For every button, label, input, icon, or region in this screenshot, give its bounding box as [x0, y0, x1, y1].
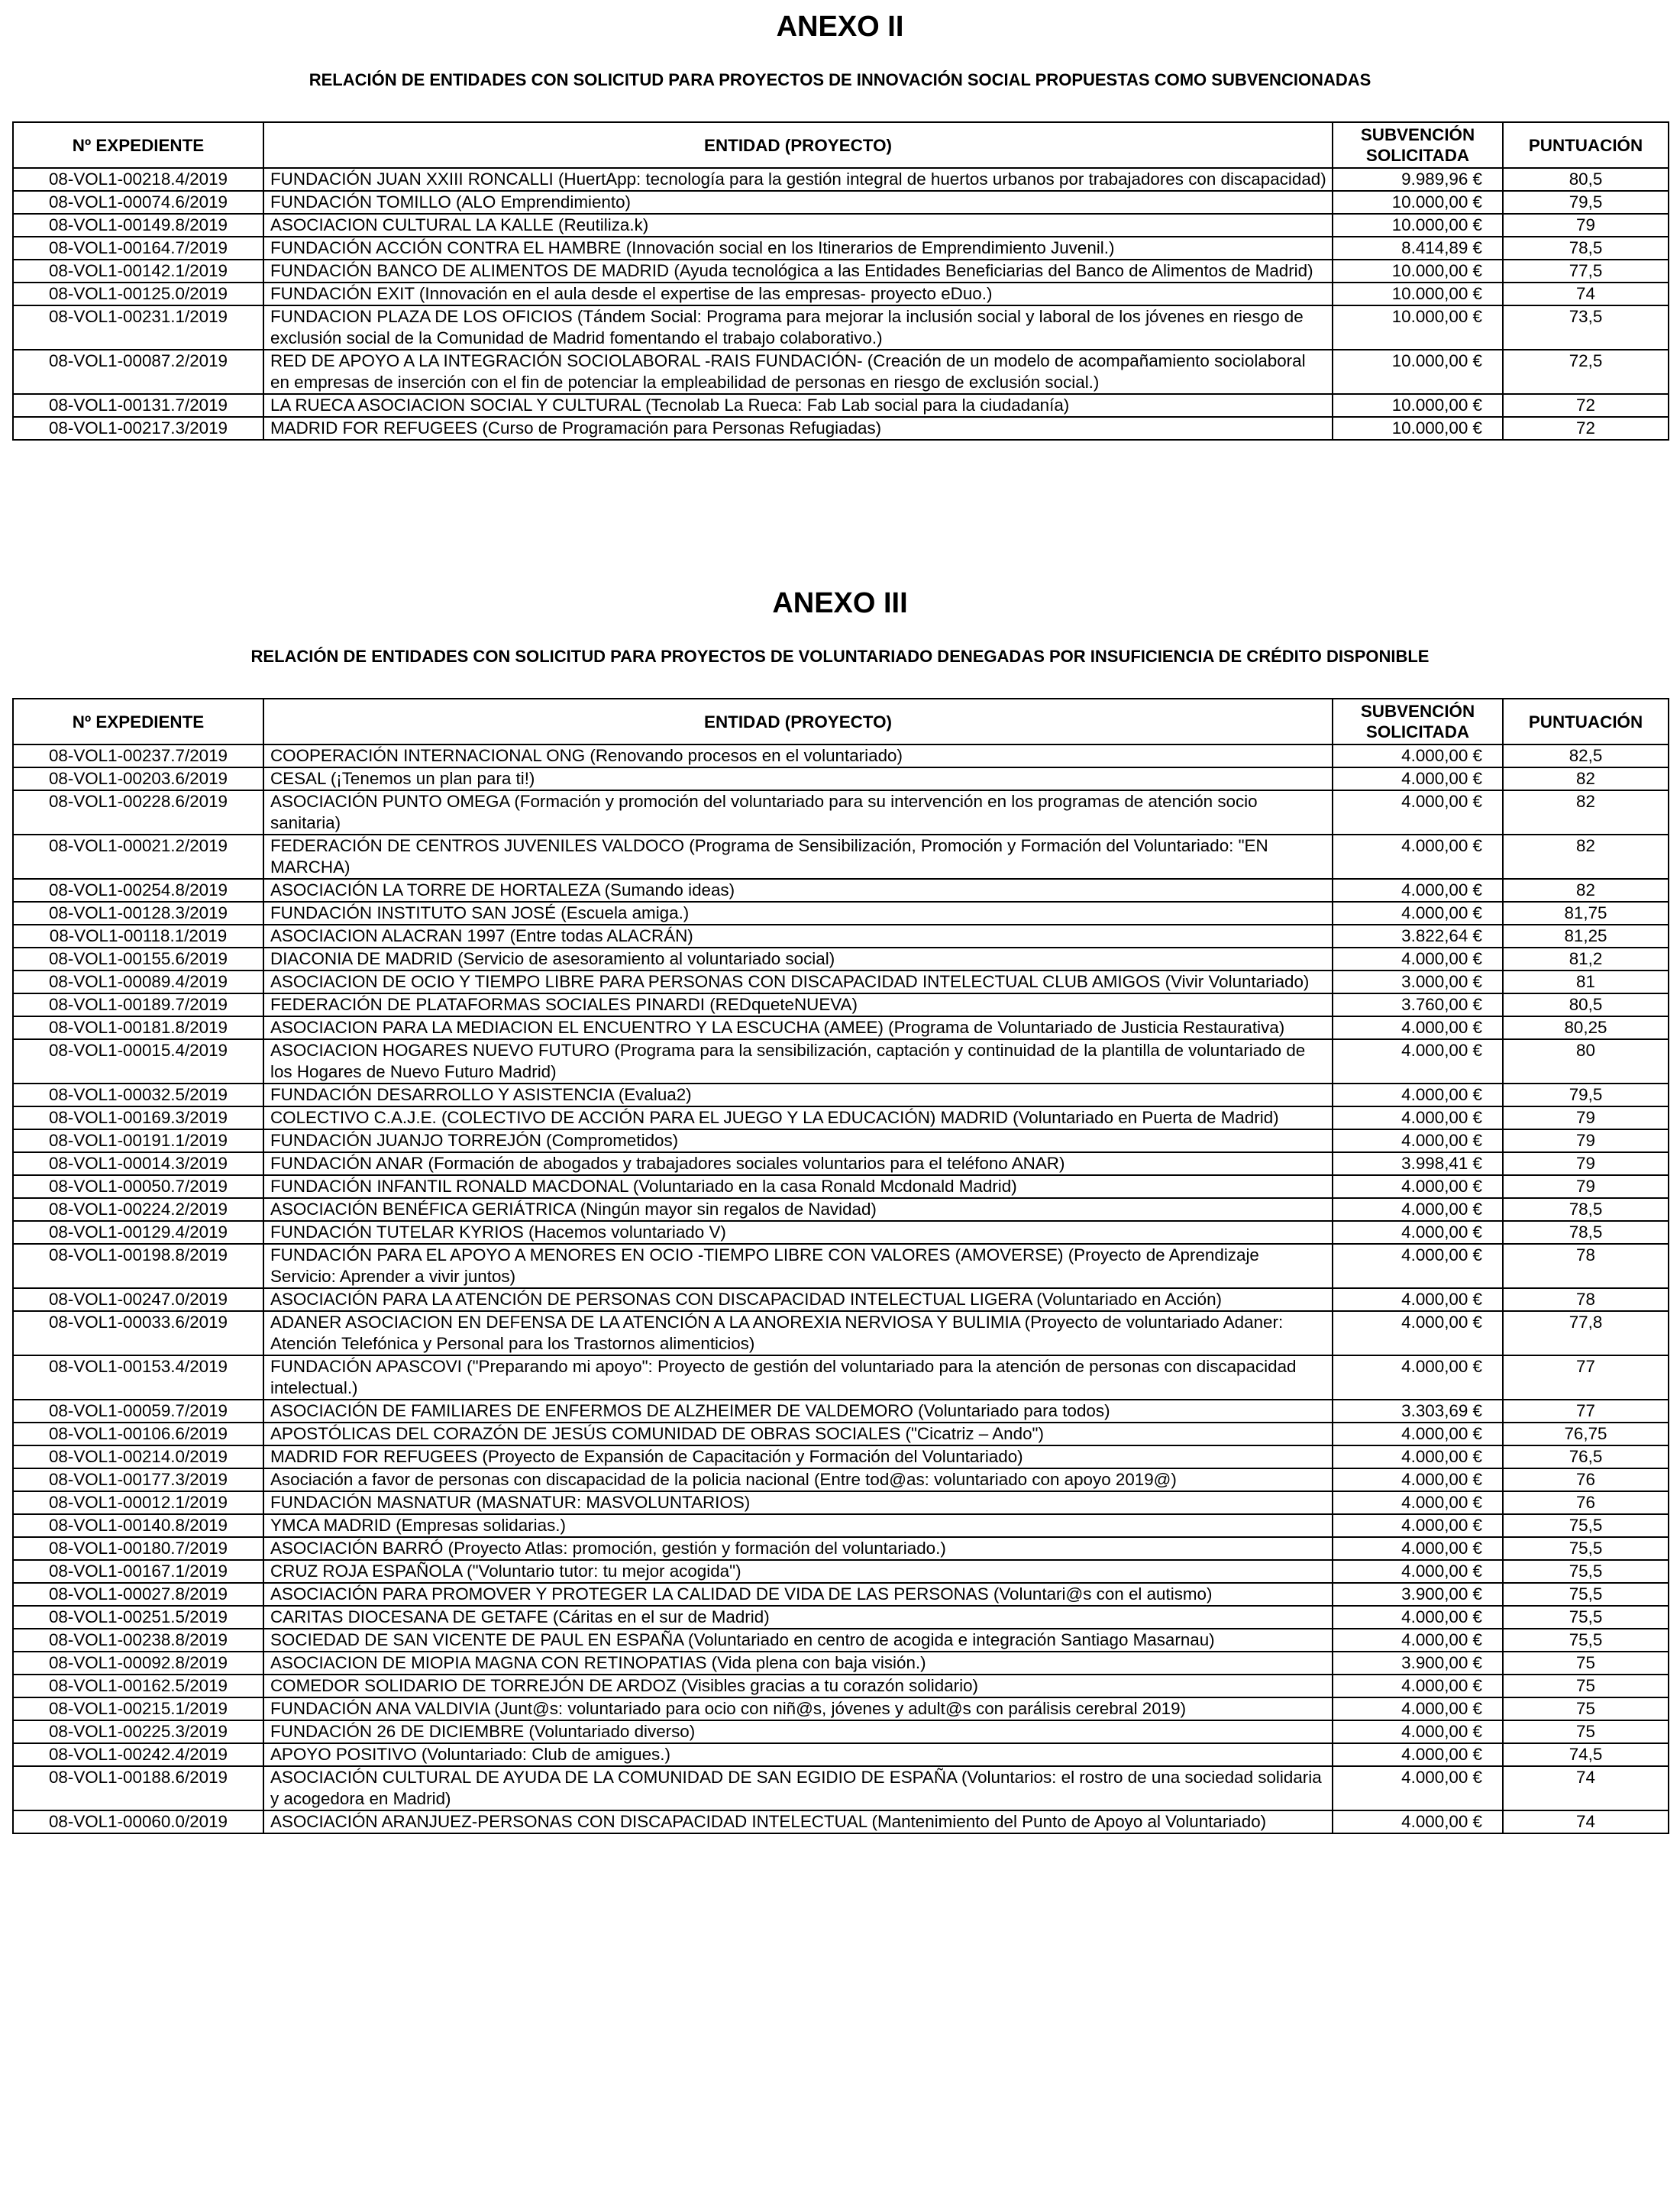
cell-subvencion: 4.000,00 € — [1333, 1810, 1503, 1833]
cell-expediente: 08-VOL1-00188.6/2019 — [13, 1766, 263, 1810]
cell-puntuacion: 80,25 — [1503, 1016, 1669, 1039]
cell-subvencion: 9.989,96 € — [1333, 168, 1503, 191]
cell-entidad: ASOCIACION HOGARES NUEVO FUTURO (Programa para la sensibilización, captación y continuidad de la plantilla de voluntariado de los Hogares de Nuevo Futuro Madrid) — [263, 1039, 1333, 1084]
cell-puntuacion: 80,5 — [1503, 993, 1669, 1016]
cell-subvencion: 10.000,00 € — [1333, 260, 1503, 283]
cell-expediente: 08-VOL1-00128.3/2019 — [13, 902, 263, 925]
cell-entidad: APOYO POSITIVO (Voluntariado: Club de amigues.) — [263, 1743, 1333, 1766]
table-row — [13, 993, 1669, 1016]
cell-subvencion: 3.760,00 € — [1333, 993, 1503, 1016]
cell-entidad: FUNDACION PLAZA DE LOS OFICIOS (Tándem Social: Programa para mejorar la inclusión social y laboral de los jóvenes en riesgo de exclusión social de la Comunidad de Madrid fomentando el trabajo colaborativo.) — [263, 305, 1333, 350]
cell-subvencion: 4.000,00 € — [1333, 1720, 1503, 1743]
cell-entidad: ASOCIACION ALACRAN 1997 (Entre todas ALACRÁN) — [263, 925, 1333, 948]
cell-puntuacion: 76,5 — [1503, 1445, 1669, 1468]
cell-puntuacion: 79,5 — [1503, 1084, 1669, 1106]
cell-entidad: ASOCIACION DE OCIO Y TIEMPO LIBRE PARA PERSONAS CON DISCAPACIDAD INTELECTUAL CLUB AMIGOS (Vivir Voluntariado) — [263, 971, 1333, 993]
cell-entidad: ASOCIACIÓN PARA LA ATENCIÓN DE PERSONAS CON DISCAPACIDAD INTELECTUAL LIGERA (Voluntariado en Acción) — [263, 1288, 1333, 1311]
cell-expediente: 08-VOL1-00162.5/2019 — [13, 1675, 263, 1697]
cell-subvencion: 4.000,00 € — [1333, 1244, 1503, 1288]
cell-subvencion: 10.000,00 € — [1333, 350, 1503, 394]
cell-subvencion: 4.000,00 € — [1333, 1288, 1503, 1311]
annex-iii-table-body — [13, 744, 1669, 1833]
cell-puntuacion: 74,5 — [1503, 1743, 1669, 1766]
cell-subvencion: 4.000,00 € — [1333, 1766, 1503, 1810]
table-row — [13, 1560, 1669, 1583]
cell-entidad: ASOCIACION DE MIOPIA MAGNA CON RETINOPATIAS (Vida plena con baja visión.) — [263, 1652, 1333, 1675]
cell-puntuacion: 75 — [1503, 1697, 1669, 1720]
cell-expediente: 08-VOL1-00225.3/2019 — [13, 1720, 263, 1743]
cell-entidad: FUNDACIÓN PARA EL APOYO A MENORES EN OCIO -TIEMPO LIBRE CON VALORES (AMOVERSE) (Proyecto de Aprendizaje Servicio: Aprender a vivir juntos) — [263, 1244, 1333, 1288]
cell-subvencion: 10.000,00 € — [1333, 283, 1503, 305]
cell-subvencion: 4.000,00 € — [1333, 835, 1503, 879]
cell-entidad: COOPERACIÓN INTERNACIONAL ONG (Renovando procesos en el voluntariado) — [263, 744, 1333, 767]
cell-expediente: 08-VOL1-00092.8/2019 — [13, 1652, 263, 1675]
cell-puntuacion: 78 — [1503, 1288, 1669, 1311]
header-puntuacion: PUNTUACIÓN — [1503, 699, 1669, 744]
table-header-row — [13, 122, 1669, 168]
cell-entidad: FUNDACIÓN BANCO DE ALIMENTOS DE MADRID (Ayuda tecnológica a las Entidades Beneficiarias del Banco de Alimentos de Madrid) — [263, 260, 1333, 283]
cell-subvencion: 4.000,00 € — [1333, 879, 1503, 902]
table-row — [13, 1175, 1669, 1198]
cell-puntuacion: 75 — [1503, 1675, 1669, 1697]
table-row — [13, 1039, 1669, 1084]
cell-puntuacion: 79 — [1503, 1152, 1669, 1175]
cell-expediente: 08-VOL1-00014.3/2019 — [13, 1152, 263, 1175]
cell-puntuacion: 75 — [1503, 1720, 1669, 1743]
cell-subvencion: 4.000,00 € — [1333, 1355, 1503, 1400]
cell-entidad: FUNDACIÓN DESARROLLO Y ASISTENCIA (Evalua2) — [263, 1084, 1333, 1106]
cell-expediente: 08-VOL1-00089.4/2019 — [13, 971, 263, 993]
cell-expediente: 08-VOL1-00027.8/2019 — [13, 1583, 263, 1606]
table-row — [13, 214, 1669, 237]
cell-entidad: FUNDACIÓN INSTITUTO SAN JOSÉ (Escuela amiga.) — [263, 902, 1333, 925]
table-row — [13, 971, 1669, 993]
cell-puntuacion: 75 — [1503, 1652, 1669, 1675]
cell-puntuacion: 77,8 — [1503, 1311, 1669, 1355]
cell-subvencion: 4.000,00 € — [1333, 1039, 1503, 1084]
cell-subvencion: 4.000,00 € — [1333, 1129, 1503, 1152]
table-row — [13, 1468, 1669, 1491]
cell-entidad: CESAL (¡Tenemos un plan para ti!) — [263, 767, 1333, 790]
cell-subvencion: 4.000,00 € — [1333, 1468, 1503, 1491]
annex-ii-title: ANEXO II — [776, 11, 904, 43]
cell-expediente: 08-VOL1-00118.1/2019 — [13, 925, 263, 948]
table-row — [13, 1423, 1669, 1445]
cell-entidad: ADANER ASOCIACION EN DEFENSA DE LA ATENCIÓN A LA ANOREXIA NERVIOSA Y BULIMIA (Proyecto de voluntariado Adaner: Atención Telefónica y Personal para los Trastornos alimenticios) — [263, 1311, 1333, 1355]
table-row — [13, 1311, 1669, 1355]
cell-entidad: ASOCIACIÓN CULTURAL DE AYUDA DE LA COMUNIDAD DE SAN EGIDIO DE ESPAÑA (Voluntarios: el rostro de una sociedad solidaria y acogedora en Madrid) — [263, 1766, 1333, 1810]
cell-expediente: 08-VOL1-00167.1/2019 — [13, 1560, 263, 1583]
annex-ii-table — [12, 121, 1669, 441]
table-row — [13, 925, 1669, 948]
cell-subvencion: 4.000,00 € — [1333, 1084, 1503, 1106]
cell-expediente: 08-VOL1-00155.6/2019 — [13, 948, 263, 971]
table-row — [13, 1629, 1669, 1652]
table-row — [13, 1221, 1669, 1244]
cell-entidad: FUNDACIÓN 26 DE DICIEMBRE (Voluntariado diverso) — [263, 1720, 1333, 1743]
cell-puntuacion: 75,5 — [1503, 1514, 1669, 1537]
table-row — [13, 1244, 1669, 1288]
table-row — [13, 1606, 1669, 1629]
table-row — [13, 1152, 1669, 1175]
cell-expediente: 08-VOL1-00218.4/2019 — [13, 168, 263, 191]
header-entidad: ENTIDAD (PROYECTO) — [263, 122, 1333, 168]
cell-subvencion: 3.303,69 € — [1333, 1400, 1503, 1423]
cell-puntuacion: 78 — [1503, 1244, 1669, 1288]
header-puntuacion: PUNTUACIÓN — [1503, 122, 1669, 168]
cell-entidad: YMCA MADRID (Empresas solidarias.) — [263, 1514, 1333, 1537]
cell-entidad: ASOCIACIÓN LA TORRE DE HORTALEZA (Sumando ideas) — [263, 879, 1333, 902]
table-row — [13, 394, 1669, 417]
table-row — [13, 1129, 1669, 1152]
cell-subvencion: 4.000,00 € — [1333, 1423, 1503, 1445]
cell-entidad: FUNDACIÓN TUTELAR KYRIOS (Hacemos voluntariado V) — [263, 1221, 1333, 1244]
cell-expediente: 08-VOL1-00228.6/2019 — [13, 790, 263, 835]
table-row — [13, 260, 1669, 283]
cell-subvencion: 4.000,00 € — [1333, 1311, 1503, 1355]
table-row — [13, 283, 1669, 305]
cell-expediente: 08-VOL1-00237.7/2019 — [13, 744, 263, 767]
cell-entidad: ASOCIACIÓN BENÉFICA GERIÁTRICA (Ningún mayor sin regalos de Navidad) — [263, 1198, 1333, 1221]
table-row — [13, 1514, 1669, 1537]
cell-subvencion: 4.000,00 € — [1333, 790, 1503, 835]
cell-entidad: ASOCIACIÓN PARA PROMOVER Y PROTEGER LA CALIDAD DE VIDA DE LAS PERSONAS (Voluntari@s con el autismo) — [263, 1583, 1333, 1606]
cell-puntuacion: 76 — [1503, 1491, 1669, 1514]
annex-iii-table — [12, 698, 1669, 1834]
cell-entidad: MADRID FOR REFUGEES (Proyecto de Expansión de Capacitación y Formación del Voluntariado) — [263, 1445, 1333, 1468]
cell-expediente: 08-VOL1-00087.2/2019 — [13, 350, 263, 394]
cell-puntuacion: 82 — [1503, 767, 1669, 790]
cell-subvencion: 4.000,00 € — [1333, 1491, 1503, 1514]
table-row — [13, 1537, 1669, 1560]
cell-puntuacion: 77 — [1503, 1355, 1669, 1400]
table-row — [13, 237, 1669, 260]
cell-puntuacion: 74 — [1503, 283, 1669, 305]
cell-subvencion: 4.000,00 € — [1333, 1697, 1503, 1720]
header-entidad: ENTIDAD (PROYECTO) — [263, 699, 1333, 744]
cell-expediente: 08-VOL1-00217.3/2019 — [13, 417, 263, 440]
cell-puntuacion: 79 — [1503, 1175, 1669, 1198]
cell-expediente: 08-VOL1-00181.8/2019 — [13, 1016, 263, 1039]
cell-entidad: CRUZ ROJA ESPAÑOLA ("Voluntario tutor: tu mejor acogida") — [263, 1560, 1333, 1583]
header-subvencion: SUBVENCIÓN SOLICITADA — [1333, 122, 1503, 168]
cell-entidad: ASOCIACION CULTURAL LA KALLE (Reutiliza.k) — [263, 214, 1333, 237]
cell-entidad: ASOCIACIÓN ARANJUEZ-PERSONAS CON DISCAPACIDAD INTELECTUAL (Mantenimiento del Punto de Apoyo al Voluntariado) — [263, 1810, 1333, 1833]
cell-entidad: LA RUECA ASOCIACION SOCIAL Y CULTURAL (Tecnolab La Rueca: Fab Lab social para la ciudadanía) — [263, 394, 1333, 417]
header-expediente: Nº EXPEDIENTE — [13, 699, 263, 744]
cell-entidad: FUNDACIÓN ANAR (Formación de abogados y trabajadores sociales voluntarios para el teléfono ANAR) — [263, 1152, 1333, 1175]
cell-expediente: 08-VOL1-00140.8/2019 — [13, 1514, 263, 1537]
cell-subvencion: 8.414,89 € — [1333, 237, 1503, 260]
cell-subvencion: 10.000,00 € — [1333, 214, 1503, 237]
cell-entidad: FUNDACIÓN EXIT (Innovación en el aula desde el expertise de las empresas- proyecto eDuo.) — [263, 283, 1333, 305]
cell-puntuacion: 77 — [1503, 1400, 1669, 1423]
cell-subvencion: 4.000,00 € — [1333, 1629, 1503, 1652]
cell-expediente: 08-VOL1-00169.3/2019 — [13, 1106, 263, 1129]
cell-expediente: 08-VOL1-00251.5/2019 — [13, 1606, 263, 1629]
table-row — [13, 1720, 1669, 1743]
table-row — [13, 191, 1669, 214]
cell-subvencion: 4.000,00 € — [1333, 1445, 1503, 1468]
cell-expediente: 08-VOL1-00106.6/2019 — [13, 1423, 263, 1445]
header-expediente: Nº EXPEDIENTE — [13, 122, 263, 168]
cell-subvencion: 4.000,00 € — [1333, 1675, 1503, 1697]
cell-puntuacion: 79 — [1503, 1129, 1669, 1152]
cell-puntuacion: 80 — [1503, 1039, 1669, 1084]
table-row — [13, 305, 1669, 350]
cell-entidad: ASOCIACION PARA LA MEDIACION EL ENCUENTRO Y LA ESCUCHA (AMEE) (Programa de Voluntariado de Justicia Restaurativa) — [263, 1016, 1333, 1039]
cell-expediente: 08-VOL1-00074.6/2019 — [13, 191, 263, 214]
cell-entidad: FUNDACIÓN INFANTIL RONALD MACDONAL (Voluntariado en la casa Ronald Mcdonald Madrid) — [263, 1175, 1333, 1198]
cell-entidad: ASOCIACIÓN PUNTO OMEGA (Formación y promoción del voluntariado para su intervención en los programas de atención socio sanitaria) — [263, 790, 1333, 835]
cell-entidad: CARITAS DIOCESANA DE GETAFE (Cáritas en el sur de Madrid) — [263, 1606, 1333, 1629]
cell-entidad: MADRID FOR REFUGEES (Curso de Programación para Personas Refugiadas) — [263, 417, 1333, 440]
cell-expediente: 08-VOL1-00203.6/2019 — [13, 767, 263, 790]
cell-expediente: 08-VOL1-00153.4/2019 — [13, 1355, 263, 1400]
table-row — [13, 350, 1669, 394]
cell-entidad: FUNDACIÓN APASCOVI ("Preparando mi apoyo": Proyecto de gestión del voluntariado para la atención de personas con discapacidad intelectual.) — [263, 1355, 1333, 1400]
cell-entidad: COMEDOR SOLIDARIO DE TORREJÓN DE ARDOZ (Visibles gracias a tu corazón solidario) — [263, 1675, 1333, 1697]
cell-puntuacion: 73,5 — [1503, 305, 1669, 350]
cell-subvencion: 4.000,00 € — [1333, 767, 1503, 790]
cell-subvencion: 4.000,00 € — [1333, 1221, 1503, 1244]
table-row — [13, 1675, 1669, 1697]
cell-subvencion: 4.000,00 € — [1333, 1606, 1503, 1629]
cell-expediente: 08-VOL1-00032.5/2019 — [13, 1084, 263, 1106]
cell-expediente: 08-VOL1-00180.7/2019 — [13, 1537, 263, 1560]
cell-puntuacion: 72,5 — [1503, 350, 1669, 394]
cell-entidad: FUNDACIÓN TOMILLO (ALO Emprendimiento) — [263, 191, 1333, 214]
cell-puntuacion: 82 — [1503, 790, 1669, 835]
cell-subvencion: 10.000,00 € — [1333, 191, 1503, 214]
cell-entidad: FUNDACIÓN MASNATUR (MASNATUR: MASVOLUNTARIOS) — [263, 1491, 1333, 1514]
cell-puntuacion: 75,5 — [1503, 1606, 1669, 1629]
cell-expediente: 08-VOL1-00224.2/2019 — [13, 1198, 263, 1221]
cell-subvencion: 4.000,00 € — [1333, 1175, 1503, 1198]
table-row — [13, 1084, 1669, 1106]
table-row — [13, 417, 1669, 440]
cell-puntuacion: 80,5 — [1503, 168, 1669, 191]
cell-expediente: 08-VOL1-00059.7/2019 — [13, 1400, 263, 1423]
cell-expediente: 08-VOL1-00021.2/2019 — [13, 835, 263, 879]
cell-puntuacion: 81 — [1503, 971, 1669, 993]
cell-entidad: DIACONIA DE MADRID (Servicio de asesoramiento al voluntariado social) — [263, 948, 1333, 971]
table-row — [13, 1583, 1669, 1606]
cell-subvencion: 4.000,00 € — [1333, 1016, 1503, 1039]
table-row — [13, 1491, 1669, 1514]
cell-expediente: 08-VOL1-00177.3/2019 — [13, 1468, 263, 1491]
header-subvencion: SUBVENCIÓN SOLICITADA — [1333, 699, 1503, 744]
cell-puntuacion: 82,5 — [1503, 744, 1669, 767]
cell-entidad: RED DE APOYO A LA INTEGRACIÓN SOCIOLABORAL -RAIS FUNDACIÓN- (Creación de un modelo de acompañamiento sociolaboral en empresas de inserción con el fin de potenciar la empleabilidad de personas en riesgo de exclusión social.) — [263, 350, 1333, 394]
cell-subvencion: 10.000,00 € — [1333, 394, 1503, 417]
cell-puntuacion: 78,5 — [1503, 237, 1669, 260]
table-row — [13, 1697, 1669, 1720]
cell-expediente: 08-VOL1-00129.4/2019 — [13, 1221, 263, 1244]
cell-expediente: 08-VOL1-00131.7/2019 — [13, 394, 263, 417]
annex-iii-title: ANEXO III — [772, 587, 908, 619]
cell-entidad: COLECTIVO C.A.J.E. (COLECTIVO DE ACCIÓN PARA EL JUEGO Y LA EDUCACIÓN) MADRID (Voluntariado en Puerta de Madrid) — [263, 1106, 1333, 1129]
cell-subvencion: 3.998,41 € — [1333, 1152, 1503, 1175]
cell-expediente: 08-VOL1-00238.8/2019 — [13, 1629, 263, 1652]
cell-subvencion: 4.000,00 € — [1333, 902, 1503, 925]
cell-entidad: FEDERACIÓN DE CENTROS JUVENILES VALDOCO (Programa de Sensibilización, Promoción y Formación del Voluntariado: "EN MARCHA) — [263, 835, 1333, 879]
cell-puntuacion: 79 — [1503, 214, 1669, 237]
cell-puntuacion: 75,5 — [1503, 1583, 1669, 1606]
table-row — [13, 790, 1669, 835]
cell-expediente: 08-VOL1-00231.1/2019 — [13, 305, 263, 350]
table-row — [13, 1743, 1669, 1766]
cell-puntuacion: 78,5 — [1503, 1221, 1669, 1244]
cell-expediente: 08-VOL1-00242.4/2019 — [13, 1743, 263, 1766]
cell-puntuacion: 82 — [1503, 879, 1669, 902]
cell-subvencion: 4.000,00 € — [1333, 744, 1503, 767]
cell-expediente: 08-VOL1-00191.1/2019 — [13, 1129, 263, 1152]
cell-subvencion: 3.000,00 € — [1333, 971, 1503, 993]
table-row — [13, 744, 1669, 767]
annex-ii-table-body — [13, 168, 1669, 440]
cell-puntuacion: 81,75 — [1503, 902, 1669, 925]
table-row — [13, 1445, 1669, 1468]
cell-subvencion: 4.000,00 € — [1333, 1514, 1503, 1537]
annex-iii-subtitle: RELACIÓN DE ENTIDADES CON SOLICITUD PARA PROYECTOS DE VOLUNTARIADO DENEGADAS POR INSUFICIENCIA DE CRÉDITO DISPONIBLE — [250, 647, 1430, 666]
cell-expediente: 08-VOL1-00254.8/2019 — [13, 879, 263, 902]
table-row — [13, 1016, 1669, 1039]
cell-puntuacion: 72 — [1503, 417, 1669, 440]
cell-expediente: 08-VOL1-00215.1/2019 — [13, 1697, 263, 1720]
table-row — [13, 835, 1669, 879]
cell-puntuacion: 74 — [1503, 1810, 1669, 1833]
cell-entidad: FUNDACIÓN ACCIÓN CONTRA EL HAMBRE (Innovación social en los Itinerarios de Emprendimiento Juvenil.) — [263, 237, 1333, 260]
cell-subvencion: 4.000,00 € — [1333, 1537, 1503, 1560]
cell-entidad: FEDERACIÓN DE PLATAFORMAS SOCIALES PINARDI (REDqueteNUEVA) — [263, 993, 1333, 1016]
table-row — [13, 767, 1669, 790]
cell-expediente: 08-VOL1-00149.8/2019 — [13, 214, 263, 237]
table-row — [13, 168, 1669, 191]
cell-puntuacion: 81,25 — [1503, 925, 1669, 948]
cell-expediente: 08-VOL1-00164.7/2019 — [13, 237, 263, 260]
cell-subvencion: 4.000,00 € — [1333, 1560, 1503, 1583]
cell-entidad: APOSTÓLICAS DEL CORAZÓN DE JESÚS COMUNIDAD DE OBRAS SOCIALES ("Cicatriz – Ando") — [263, 1423, 1333, 1445]
cell-expediente: 08-VOL1-00214.0/2019 — [13, 1445, 263, 1468]
table-row — [13, 1400, 1669, 1423]
cell-entidad: FUNDACIÓN JUANJO TORREJÓN (Comprometidos) — [263, 1129, 1333, 1152]
table-row — [13, 1198, 1669, 1221]
cell-puntuacion: 79,5 — [1503, 191, 1669, 214]
cell-expediente: 08-VOL1-00125.0/2019 — [13, 283, 263, 305]
cell-entidad: FUNDACIÓN JUAN XXIII RONCALLI (HuertApp: tecnología para la gestión integral de huertos urbanos por trabajadores con discapacidad) — [263, 168, 1333, 191]
cell-expediente: 08-VOL1-00198.8/2019 — [13, 1244, 263, 1288]
cell-entidad: Asociación a favor de personas con discapacidad de la policia nacional (Entre tod@as: voluntariado con apoyo 2019@) — [263, 1468, 1333, 1491]
table-row — [13, 1288, 1669, 1311]
cell-entidad: ASOCIACIÓN DE FAMILIARES DE ENFERMOS DE ALZHEIMER DE VALDEMORO (Voluntariado para todos) — [263, 1400, 1333, 1423]
cell-expediente: 08-VOL1-00142.1/2019 — [13, 260, 263, 283]
cell-puntuacion: 76,75 — [1503, 1423, 1669, 1445]
table-row — [13, 1766, 1669, 1810]
cell-subvencion: 3.822,64 € — [1333, 925, 1503, 948]
cell-puntuacion: 76 — [1503, 1468, 1669, 1491]
cell-subvencion: 3.900,00 € — [1333, 1652, 1503, 1675]
cell-subvencion: 4.000,00 € — [1333, 948, 1503, 971]
cell-puntuacion: 82 — [1503, 835, 1669, 879]
cell-subvencion: 4.000,00 € — [1333, 1198, 1503, 1221]
cell-expediente: 08-VOL1-00012.1/2019 — [13, 1491, 263, 1514]
cell-entidad: SOCIEDAD DE SAN VICENTE DE PAUL EN ESPAÑA (Voluntariado en centro de acogida e integración Santiago Masarnau) — [263, 1629, 1333, 1652]
cell-puntuacion: 75,5 — [1503, 1629, 1669, 1652]
annex-iii-section — [0, 588, 1680, 1834]
cell-subvencion: 4.000,00 € — [1333, 1743, 1503, 1766]
cell-puntuacion: 81,2 — [1503, 948, 1669, 971]
cell-puntuacion: 74 — [1503, 1766, 1669, 1810]
cell-subvencion: 10.000,00 € — [1333, 305, 1503, 350]
cell-puntuacion: 78,5 — [1503, 1198, 1669, 1221]
table-row — [13, 948, 1669, 971]
cell-puntuacion: 72 — [1503, 394, 1669, 417]
table-row — [13, 1652, 1669, 1675]
table-row — [13, 1355, 1669, 1400]
table-row — [13, 1810, 1669, 1833]
cell-subvencion: 3.900,00 € — [1333, 1583, 1503, 1606]
table-row — [13, 902, 1669, 925]
cell-subvencion: 10.000,00 € — [1333, 417, 1503, 440]
table-header-row — [13, 699, 1669, 744]
cell-expediente: 08-VOL1-00060.0/2019 — [13, 1810, 263, 1833]
cell-expediente: 08-VOL1-00247.0/2019 — [13, 1288, 263, 1311]
cell-puntuacion: 77,5 — [1503, 260, 1669, 283]
table-row — [13, 879, 1669, 902]
cell-expediente: 08-VOL1-00015.4/2019 — [13, 1039, 263, 1084]
cell-entidad: ASOCIACIÓN BARRÓ (Proyecto Atlas: promoción, gestión y formación del voluntariado.) — [263, 1537, 1333, 1560]
cell-entidad: FUNDACIÓN ANA VALDIVIA (Junt@s: voluntariado para ocio con niñ@s, jóvenes y adult@s con parálisis cerebral 2019) — [263, 1697, 1333, 1720]
cell-expediente: 08-VOL1-00189.7/2019 — [13, 993, 263, 1016]
cell-puntuacion: 75,5 — [1503, 1537, 1669, 1560]
table-row — [13, 1106, 1669, 1129]
cell-expediente: 08-VOL1-00050.7/2019 — [13, 1175, 263, 1198]
annex-ii-subtitle: RELACIÓN DE ENTIDADES CON SOLICITUD PARA PROYECTOS DE INNOVACIÓN SOCIAL PROPUESTAS COMO SUBVENCIONADAS — [309, 70, 1371, 89]
cell-puntuacion: 75,5 — [1503, 1560, 1669, 1583]
cell-subvencion: 4.000,00 € — [1333, 1106, 1503, 1129]
annex-ii-section — [0, 0, 1680, 441]
cell-expediente: 08-VOL1-00033.6/2019 — [13, 1311, 263, 1355]
cell-puntuacion: 79 — [1503, 1106, 1669, 1129]
